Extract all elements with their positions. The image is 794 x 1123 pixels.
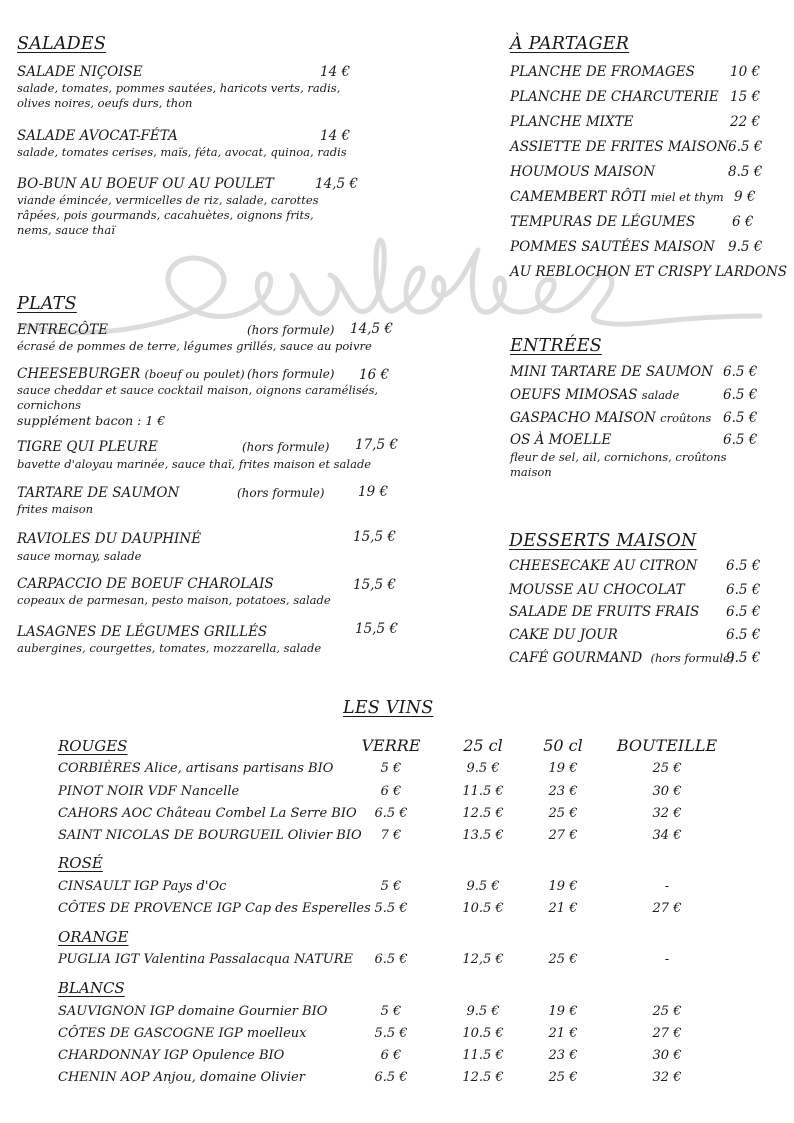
wine-price-50cl: 21 €: [548, 901, 578, 916]
entrecote-desc: écrasé de pommes de terre, légumes grillés, sauce au poivre: [17, 339, 372, 353]
wine-name: CÔTES DE PROVENCE IGP Cap des Esperelles: [58, 901, 371, 916]
col-bouteille: BOUTEILLE: [616, 736, 718, 755]
wine-name: SAUVIGNON IGP domaine Gournier BIO: [58, 1004, 328, 1019]
partager-item-8: POMMES SAUTÉES MAISON: [510, 239, 715, 255]
cheeseburger-price: 16 €: [359, 367, 390, 383]
tigre-price: 17,5 €: [355, 437, 398, 453]
dessert-price-4: 6.5 €: [726, 627, 761, 643]
partager-price-3: 22 €: [730, 114, 761, 130]
salade-nicoise-desc-1: salade, tomates, pommes sautées, haricots verts, radis,: [17, 81, 341, 95]
wine-row: [58, 806, 758, 824]
cafe-gourmand-title: CAFÉ GOURMAND: [509, 650, 643, 666]
wine-price-50cl: 19 €: [548, 1004, 578, 1019]
camembert-variant: miel et thym: [650, 190, 724, 204]
cafe-gourmand-note: (hors formule): [650, 651, 735, 665]
wine-price-verre: 6.5 €: [374, 1070, 408, 1085]
dessert-price-1: 6.5 €: [726, 558, 761, 574]
partager-price-5: 8.5 €: [728, 164, 763, 180]
wine-price-bouteille: 32 €: [652, 1070, 682, 1085]
wine-price-verre: 6 €: [380, 1048, 402, 1063]
col-25cl: 25 cl: [463, 736, 503, 755]
partager-price-4: 6.5 €: [728, 139, 763, 155]
camembert-title: CAMEMBERT RÔTI: [510, 189, 647, 205]
wine-price-25cl: 10.5 €: [462, 901, 504, 916]
cheeseburger-extra: supplément bacon : 1 €: [17, 413, 166, 428]
salade-avocat-name: SALADE AVOCAT-FÉTA: [17, 128, 178, 144]
partager-item-1: PLANCHE DE FROMAGES: [510, 64, 695, 80]
wine-price-verre: 6.5 €: [374, 806, 408, 821]
partager-item-6: [510, 189, 724, 205]
wine-price-verre: 6.5 €: [374, 952, 408, 967]
col-verre: VERRE: [361, 736, 421, 755]
wine-name: PUGLIA IGT Valentina Passalacqua NATURE: [58, 952, 354, 967]
plats-title: PLATS: [17, 294, 77, 314]
partager-price-2: 15 €: [730, 89, 761, 105]
lasagnes-desc: aubergines, courgettes, tomates, mozzarella, salade: [17, 641, 322, 655]
wine-price-bouteille: 27 €: [652, 1026, 682, 1041]
wine-price-verre: 5 €: [380, 761, 402, 776]
wine-price-50cl: 25 €: [548, 1070, 578, 1085]
partager-item-7: TEMPURAS DE LÉGUMES: [510, 214, 696, 230]
bobun-desc-3: nems, sauce thaï: [17, 223, 115, 237]
tigre-desc: bavette d'aloyau marinée, sauce thaï, frites maison et salade: [17, 457, 372, 471]
dessert-item-4: CAKE DU JOUR: [509, 627, 618, 643]
carpaccio-price: 15,5 €: [353, 577, 396, 593]
wine-price-25cl: 11.5 €: [462, 784, 504, 799]
salade-nicoise-name: SALADE NIÇOISE: [17, 64, 143, 80]
wine-price-50cl: 23 €: [548, 1048, 578, 1063]
category-rouges: ROUGES: [58, 737, 128, 755]
wine-price-50cl: 25 €: [548, 952, 578, 967]
wine-row: [58, 901, 758, 919]
wine-row: [58, 828, 758, 846]
entrees-title: ENTRÉES: [510, 336, 602, 356]
category-rose: ROSÉ: [58, 854, 103, 872]
cheeseburger-desc-2: cornichons: [17, 398, 82, 412]
entree-price-1: 6.5 €: [723, 364, 758, 380]
wine-name: CÔTES DE GASCOGNE IGP moelleux: [58, 1026, 307, 1041]
wine-row: [58, 784, 758, 802]
partager-item-2: PLANCHE DE CHARCUTERIE: [510, 89, 719, 105]
os-moelle-desc-1: fleur de sel, ail, cornichons, croûtons: [510, 450, 727, 464]
wine-list: [58, 734, 758, 1094]
wine-price-bouteille: 25 €: [652, 1004, 682, 1019]
plats-section: [17, 294, 398, 655]
entree-price-2: 6.5 €: [723, 387, 758, 403]
partager-title: À PARTAGER: [510, 34, 630, 54]
entree-price-4: 6.5 €: [723, 432, 758, 448]
entrecote-price: 14,5 €: [350, 321, 393, 337]
bobun-desc-1: viande émincée, vermicelles de riz, salade, carottes: [17, 193, 319, 207]
wine-price-25cl: 9.5 €: [466, 1004, 500, 1019]
bobun-desc-2: râpées, pois gourmands, cacahuètes, oignons frits,: [17, 208, 314, 222]
carpaccio-desc: copeaux de parmesan, pesto maison, potatoes, salade: [17, 593, 331, 607]
wine-price-50cl: 19 €: [548, 879, 578, 894]
ravioles-price: 15,5 €: [353, 529, 396, 545]
entree-item-3: [510, 410, 711, 426]
category-orange: ORANGE: [58, 928, 129, 946]
wine-price-bouteille: 25 €: [652, 761, 682, 776]
gaspacho-title: GASPACHO MAISON: [510, 410, 656, 426]
dessert-item-3: SALADE DE FRUITS FRAIS: [509, 604, 700, 620]
wine-price-50cl: 23 €: [548, 784, 578, 799]
wine-price-25cl: 10.5 €: [462, 1026, 504, 1041]
oeufs-title: OEUFS MIMOSAS: [510, 387, 638, 403]
partager-section: [510, 34, 788, 280]
partager-item-5: HOUMOUS MAISON: [510, 164, 656, 180]
dessert-item-2: MOUSSE AU CHOCOLAT: [509, 582, 685, 598]
wine-price-25cl: 13.5 €: [462, 828, 504, 843]
dessert-price-5: 9.5 €: [726, 650, 761, 666]
entree-price-3: 6.5 €: [723, 410, 758, 426]
lasagnes-name: LASAGNES DE LÉGUMES GRILLÉS: [17, 624, 268, 640]
desserts-section: [509, 531, 779, 666]
col-50cl: 50 cl: [543, 736, 583, 755]
wine-price-bouteille: -: [664, 879, 670, 894]
wine-price-verre: 5 €: [380, 879, 402, 894]
wine-price-50cl: 21 €: [548, 1026, 578, 1041]
cheeseburger-title: CHEESEBURGER: [17, 366, 141, 382]
vins-title-wrap: [343, 698, 433, 718]
wine-price-verre: 5.5 €: [374, 1026, 408, 1041]
entree-item-4: OS À MOELLE: [510, 432, 612, 448]
wine-name: SAINT NICOLAS DE BOURGUEIL Olivier BIO: [58, 828, 362, 843]
salades-section: [17, 34, 377, 237]
wine-price-bouteille: 34 €: [652, 828, 682, 843]
wine-name: CAHORS AOC Château Combel La Serre BIO: [58, 806, 357, 821]
entrecote-note: (hors formule): [247, 323, 335, 337]
salades-title: SALADES: [17, 34, 107, 54]
ravioles-name: RAVIOLES DU DAUPHINÉ: [17, 531, 202, 547]
wine-price-bouteille: 32 €: [652, 806, 682, 821]
wine-name: PINOT NOIR VDF Nancelle: [58, 784, 240, 799]
dessert-price-3: 6.5 €: [726, 604, 761, 620]
wine-price-verre: 7 €: [380, 828, 402, 843]
tartare-price: 19 €: [358, 484, 389, 500]
entree-item-1: MINI TARTARE DE SAUMON: [510, 364, 713, 380]
wine-name: CORBIÈRES Alice, artisans partisans BIO: [58, 761, 334, 776]
vins-title: LES VINS: [343, 698, 434, 718]
wine-name: CHENIN AOP Anjou, domaine Olivier: [58, 1070, 305, 1085]
wine-price-bouteille: 27 €: [652, 901, 682, 916]
salade-avocat-desc: salade, tomates cerises, maïs, féta, avocat, quinoa, radis: [17, 145, 347, 159]
wine-price-25cl: 12.5 €: [462, 806, 504, 821]
wine-price-bouteille: 30 €: [652, 784, 682, 799]
dessert-item-1: CHEESECAKE AU CITRON: [509, 558, 698, 574]
wine-row: [58, 1048, 758, 1066]
partager-price-1: 10 €: [730, 64, 761, 80]
dessert-price-2: 6.5 €: [726, 582, 761, 598]
dessert-item-5: [509, 650, 734, 666]
carpaccio-name: CARPACCIO DE BOEUF CHAROLAIS: [17, 576, 274, 592]
wine-price-bouteille: -: [664, 952, 670, 967]
tartare-note: (hors formule): [237, 486, 325, 500]
wine-name: CINSAULT IGP Pays d'Oc: [58, 879, 227, 894]
wine-row: [58, 952, 758, 970]
category-blancs: BLANCS: [58, 979, 125, 997]
wine-row: [58, 761, 758, 779]
wine-price-verre: 5 €: [380, 1004, 402, 1019]
partager-item-3: PLANCHE MIXTE: [510, 114, 634, 130]
cheeseburger-desc-1: sauce cheddar et sauce cocktail maison, oignons caramélisés,: [17, 383, 379, 397]
wine-row: [58, 1026, 758, 1044]
wine-price-verre: 6 €: [380, 784, 402, 799]
cheeseburger-variant: (boeuf ou poulet): [144, 367, 245, 381]
wine-price-25cl: 9.5 €: [466, 761, 500, 776]
bobun-name: BO-BUN AU BOEUF OU AU POULET: [17, 176, 274, 192]
partager-item-4: ASSIETTE DE FRITES MAISON: [510, 139, 729, 155]
lasagnes-price: 15,5 €: [355, 621, 398, 637]
wine-price-50cl: 25 €: [548, 806, 578, 821]
wine-price-verre: 5.5 €: [374, 901, 408, 916]
cheeseburger-name: [17, 366, 245, 382]
wine-row: [58, 879, 758, 897]
salade-avocat-price: 14 €: [320, 128, 351, 144]
gaspacho-variant: croûtons: [660, 411, 712, 425]
tigre-note: (hors formule): [242, 440, 330, 454]
wine-name: CHARDONNAY IGP Opulence BIO: [58, 1048, 285, 1063]
tigre-name: TIGRE QUI PLEURE: [17, 439, 158, 455]
partager-price-8: 9.5 €: [728, 239, 763, 255]
entrecote-name: ENTRECÔTE: [17, 322, 108, 338]
partager-item-9: AU REBLOCHON ET CRISPY LARDONS: [510, 264, 788, 280]
os-moelle-desc-2: maison: [510, 465, 552, 479]
wine-row: [58, 1070, 758, 1088]
wine-price-bouteille: 30 €: [652, 1048, 682, 1063]
wine-price-50cl: 19 €: [548, 761, 578, 776]
desserts-title: DESSERTS MAISON: [509, 531, 697, 551]
tartare-name: TARTARE DE SAUMON: [17, 485, 180, 501]
ravioles-desc: sauce mornay, salade: [17, 549, 142, 563]
wine-price-25cl: 11.5 €: [462, 1048, 504, 1063]
wine-row: [58, 1004, 758, 1022]
wine-price-25cl: 12.5 €: [462, 1070, 504, 1085]
entree-item-2: [510, 387, 679, 403]
partager-price-7: 6 €: [732, 214, 754, 230]
bobun-price: 14,5 €: [315, 176, 358, 192]
wine-price-25cl: 9.5 €: [466, 879, 500, 894]
wine-price-50cl: 27 €: [548, 828, 578, 843]
salade-nicoise-price: 14 €: [320, 64, 351, 80]
tartare-desc: frites maison: [17, 502, 94, 516]
cheeseburger-note: (hors formule): [247, 367, 335, 381]
oeufs-variant: salade: [641, 388, 680, 402]
wine-price-25cl: 12,5 €: [462, 952, 504, 967]
partager-price-6: 9 €: [734, 189, 756, 205]
salade-nicoise-desc-2: olives noires, oeufs durs, thon: [17, 96, 193, 110]
entrees-section: [510, 336, 780, 479]
